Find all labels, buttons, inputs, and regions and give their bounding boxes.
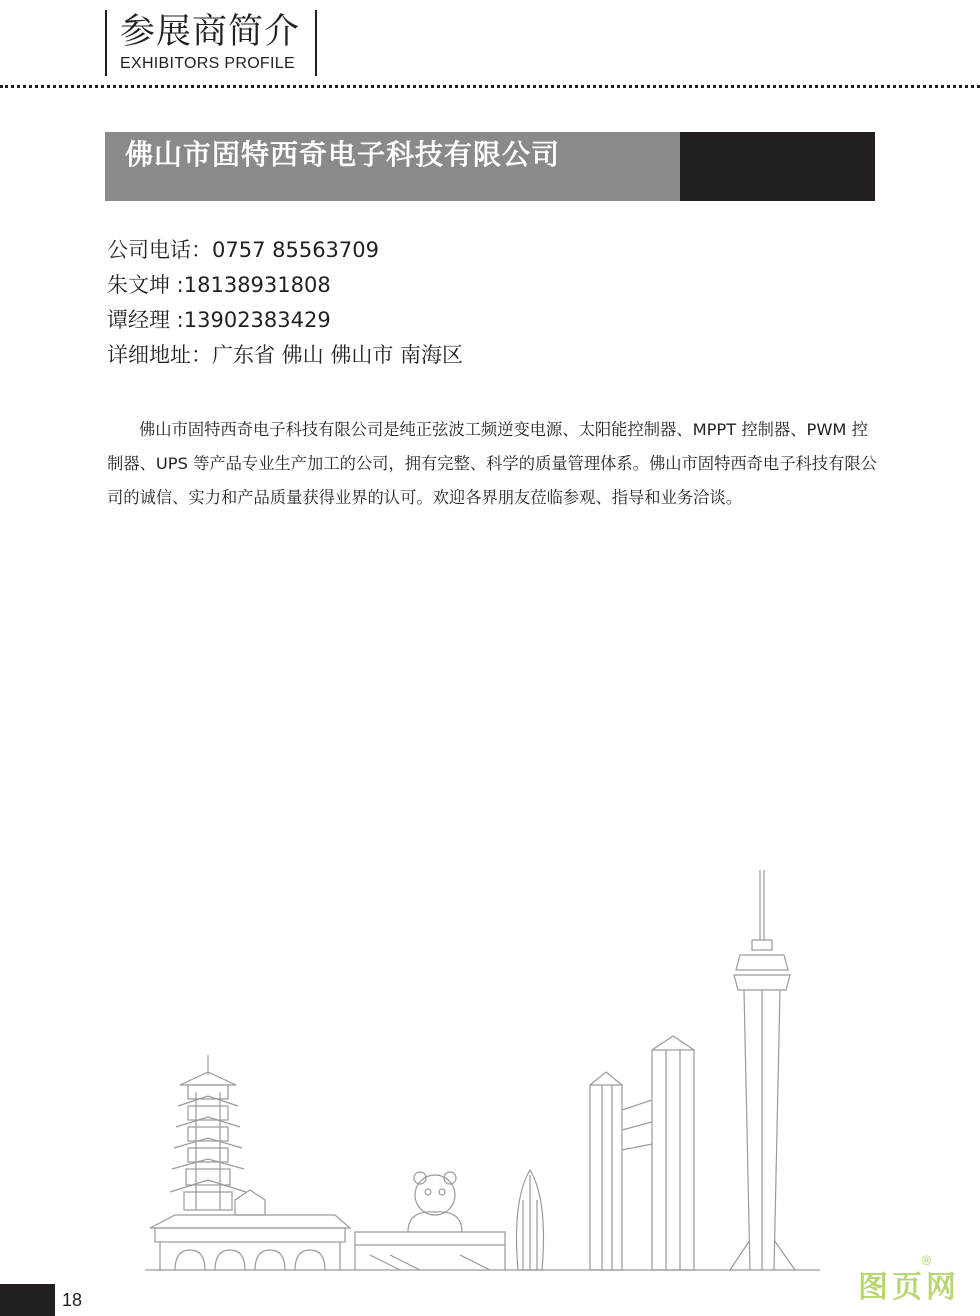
watermark-text: 图页网 — [858, 1270, 960, 1305]
leaf-tower-drawing — [517, 1170, 544, 1270]
registered-mark: ® — [920, 1254, 933, 1269]
footer-block — [0, 1284, 55, 1316]
city-skyline-illustration — [140, 860, 830, 1280]
company-name: 佛山市固特西奇电子科技有限公司 — [125, 138, 561, 171]
dotted-divider — [0, 85, 980, 88]
company-description: 佛山市固特西奇电子科技有限公司是纯正弦波工频逆变电源、太阳能控制器、MPPT 控制器、PWM 控制器、UPS 等产品专业生产加工的公司，拥有完整、科学的质量管理体系。佛山市固特西奇电子科技有限公司的诚信、实力和产品质量获得业界的认可。欢迎各界朋友莅临参观、指导和业务洽谈。 — [107, 420, 877, 507]
contact-phone: 公司电话：0757 85563709 — [107, 238, 380, 262]
section-subtitle: EXHIBITORS PROFILE — [120, 55, 295, 72]
header-right-rule — [315, 10, 317, 76]
contact-person-zhu: 朱文坤 :18138931808 — [107, 273, 331, 297]
header-left-rule — [105, 10, 107, 76]
hall-drawing — [150, 1190, 350, 1270]
tv-tower-drawing — [730, 870, 795, 1270]
bear-statue-drawing — [355, 1172, 505, 1270]
pagoda-drawing — [170, 1055, 246, 1210]
contact-person-tan: 谭经理 :13902383429 — [107, 308, 331, 332]
twin-buildings-drawing — [590, 1036, 694, 1270]
company-banner-dark — [680, 132, 875, 201]
page-number: 18 — [62, 1290, 83, 1310]
contact-address: 详细地址：广东省 佛山 佛山市 南海区 — [107, 343, 464, 367]
section-title: 参展商简介 — [120, 12, 301, 52]
